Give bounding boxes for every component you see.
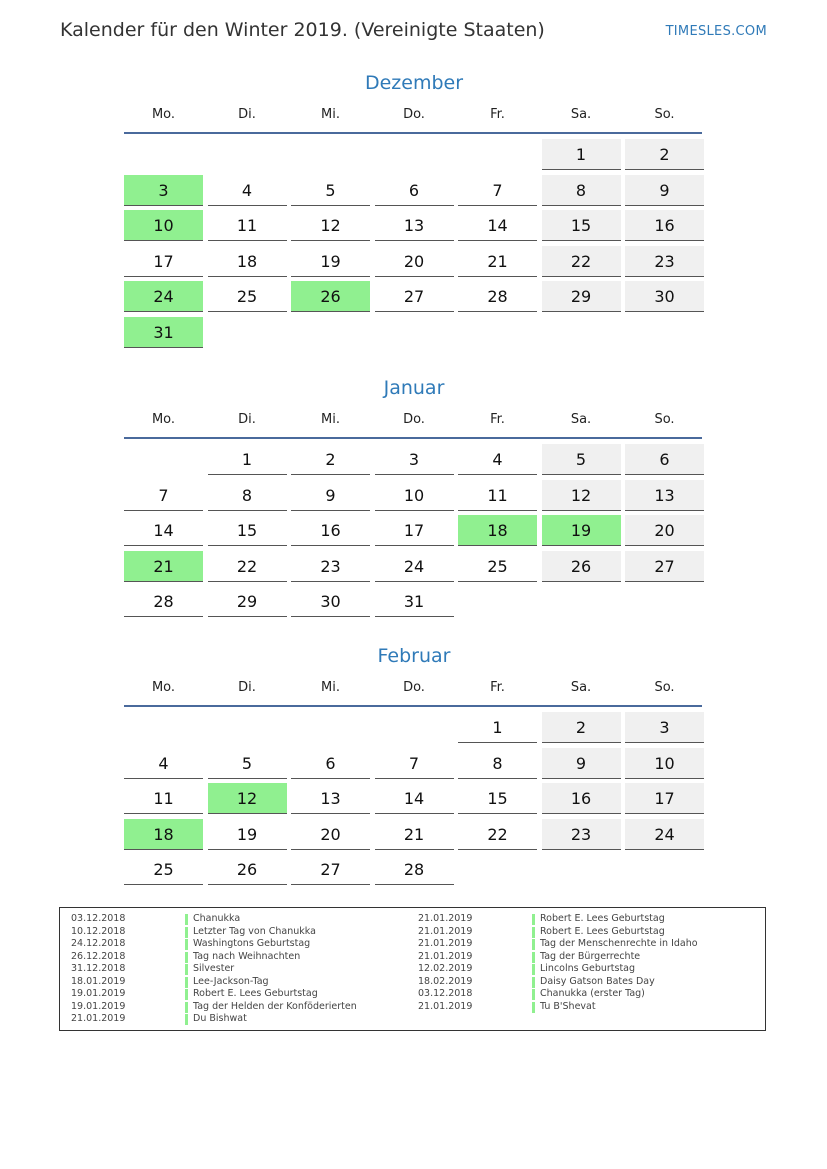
legend-color-marker [532,952,535,963]
legend-holiday-name: Robert E. Lees Geburtstag [540,913,665,924]
month-divider [124,705,702,707]
empty-cell [124,139,203,169]
day-cell: 5 [208,748,287,779]
legend-color-marker [532,1002,535,1013]
day-grid [124,712,704,890]
day-cell: 28 [375,854,454,885]
weekday-label: So. [654,680,675,695]
legend-date: 03.12.2018 [418,988,473,999]
day-cell: 12 [208,783,287,814]
legend-date: 18.01.2019 [71,975,126,987]
weekday-label: Fr. [490,412,505,427]
legend-color-marker [185,939,188,950]
day-cell: 18 [208,246,287,277]
day-cell: 19 [291,246,370,277]
legend-date: 21.01.2019 [418,1000,473,1012]
day-cell: 23 [625,246,704,277]
legend-holiday-name: Robert E. Lees Geburtstag [193,988,318,999]
weekday-header [124,411,704,429]
day-cell: 2 [291,444,370,475]
day-cell: 17 [625,783,704,814]
day-cell: 10 [625,748,704,779]
day-cell: 10 [124,210,203,241]
day-cell: 16 [291,515,370,546]
weekday-label: Sa. [570,680,592,695]
day-cell: 25 [458,551,537,582]
legend-color-marker [532,989,535,1000]
day-cell: 21 [124,551,203,582]
legend-holiday-name: Lincolns Geburtstag [540,963,636,974]
day-cell: 4 [208,175,287,206]
day-cell: 26 [542,551,621,582]
legend-color-marker [532,927,535,938]
day-cell: 16 [542,783,621,814]
legend-holiday-name: Chanukka [193,913,241,924]
day-cell: 26 [208,854,287,885]
legend-date: 19.01.2019 [71,988,126,999]
day-cell: 27 [375,281,454,312]
legend-date: 31.12.2018 [71,963,126,974]
day-cell: 18 [458,515,537,546]
day-cell: 21 [458,246,537,277]
legend-date: 26.12.2018 [71,950,126,962]
day-cell: 19 [208,819,287,850]
day-cell: 13 [625,480,704,511]
day-cell: 24 [124,281,203,312]
weekday-label: Mi. [321,412,340,427]
legend-row [418,1001,758,1014]
day-cell: 1 [208,444,287,475]
day-cell: 7 [124,480,203,511]
day-cell: 23 [542,819,621,850]
legend-holiday-name: Tag der Bürgerrechte [540,950,641,962]
day-cell: 11 [458,480,537,511]
legend-holiday-name: Tu B'Shevat [540,1000,596,1012]
day-cell: 17 [375,515,454,546]
legend-color-marker [185,1014,188,1025]
weekday-label: Mo. [151,680,176,695]
legend-date: 18.02.2019 [418,975,473,987]
legend-date: 10.12.2018 [71,925,126,937]
month-title: Dezember [364,72,464,94]
day-cell: 17 [124,246,203,277]
legend-color-marker [185,977,188,988]
weekday-label: Mo. [151,412,176,427]
legend-holiday-name: Daisy Gatson Bates Day [540,975,655,987]
legend-color-marker [532,977,535,988]
legend-color-marker [532,964,535,975]
legend-row [418,938,758,951]
month-december [124,70,704,352]
day-cell: 19 [542,515,621,546]
legend-color-marker [532,939,535,950]
weekday-label: Fr. [490,680,505,695]
legend-row [71,988,411,1001]
day-cell: 22 [458,819,537,850]
legend-holiday-name: Tag der Menschenrechte in Idaho [540,938,698,949]
day-cell: 11 [208,210,287,241]
legend-holiday-name: Du Bishwat [193,1013,247,1024]
weekday-label: Sa. [570,107,592,122]
day-cell: 22 [542,246,621,277]
legend-column-left [71,913,411,1026]
day-cell: 27 [625,551,704,582]
day-cell: 2 [542,712,621,743]
legend-row [71,1013,411,1026]
day-cell: 1 [458,712,537,743]
weekday-header [124,106,704,124]
day-cell: 28 [458,281,537,312]
day-cell: 25 [124,854,203,885]
legend-row [418,976,758,989]
legend-date: 21.01.2019 [418,950,473,962]
holiday-legend [59,907,766,1031]
day-cell: 10 [375,480,454,511]
legend-holiday-name: Tag der Helden der Konföderierten [193,1000,357,1012]
weekday-label: Di. [238,412,256,427]
legend-date: 12.02.2019 [418,963,473,974]
day-cell: 14 [124,515,203,546]
weekday-label: Di. [238,680,256,695]
legend-date: 21.01.2019 [418,925,473,937]
empty-cell [124,444,203,474]
legend-color-marker [185,914,188,925]
day-cell: 25 [208,281,287,312]
weekday-label: Mi. [321,680,340,695]
day-cell: 5 [542,444,621,475]
weekday-header [124,679,704,697]
day-cell: 23 [291,551,370,582]
month-divider [124,437,702,439]
day-cell: 21 [375,819,454,850]
day-cell: 22 [208,551,287,582]
day-grid [124,444,704,622]
legend-date: 21.01.2019 [418,938,473,949]
empty-cell [375,712,454,742]
legend-holiday-name: Silvester [193,963,235,974]
weekday-label: Do. [403,107,425,122]
legend-color-marker [185,1002,188,1013]
weekday-label: Sa. [570,412,592,427]
day-cell: 13 [375,210,454,241]
day-cell: 8 [208,480,287,511]
day-cell: 29 [542,281,621,312]
legend-holiday-name: Washingtons Geburtstag [193,938,311,949]
weekday-label: Mo. [151,107,176,122]
day-cell: 13 [291,783,370,814]
legend-date: 03.12.2018 [71,913,126,924]
site-link[interactable]: TIMESLES.COM [665,24,767,39]
day-cell: 28 [124,586,203,617]
weekday-label: Mi. [321,107,340,122]
day-cell: 16 [625,210,704,241]
weekday-label: So. [654,412,675,427]
legend-row [418,913,758,926]
empty-cell [458,139,537,169]
month-title: Februar [377,645,451,667]
legend-color-marker [185,964,188,975]
day-cell: 26 [291,281,370,312]
legend-color-marker [185,989,188,1000]
legend-column-right [418,913,758,1013]
day-cell: 6 [291,748,370,779]
day-cell: 15 [208,515,287,546]
legend-color-marker [532,914,535,925]
legend-date: 24.12.2018 [71,938,126,949]
day-cell: 4 [458,444,537,475]
day-cell: 14 [458,210,537,241]
day-cell: 18 [124,819,203,850]
day-cell: 29 [208,586,287,617]
day-cell: 24 [625,819,704,850]
empty-cell [208,712,287,742]
day-cell: 20 [291,819,370,850]
day-cell: 11 [124,783,203,814]
day-cell: 30 [291,586,370,617]
day-cell: 8 [458,748,537,779]
legend-color-marker [185,952,188,963]
day-cell: 12 [291,210,370,241]
day-cell: 2 [625,139,704,170]
day-cell: 4 [124,748,203,779]
day-cell: 15 [542,210,621,241]
legend-holiday-name: Lee-Jackson-Tag [193,975,269,987]
day-grid [124,139,704,352]
legend-date: 21.01.2019 [418,913,473,924]
day-cell: 24 [375,551,454,582]
day-cell: 15 [458,783,537,814]
day-cell: 7 [458,175,537,206]
day-cell: 27 [291,854,370,885]
day-cell: 14 [375,783,454,814]
legend-row [71,951,411,964]
legend-holiday-name: Robert E. Lees Geburtstag [540,925,665,937]
legend-row [418,951,758,964]
empty-cell [375,139,454,169]
empty-cell [291,139,370,169]
empty-cell [291,712,370,742]
legend-row [71,926,411,939]
weekday-label: So. [654,107,675,122]
day-cell: 6 [375,175,454,206]
day-cell: 3 [625,712,704,743]
weekday-label: Di. [238,107,256,122]
legend-row [418,963,758,976]
day-cell: 8 [542,175,621,206]
weekday-label: Do. [403,680,425,695]
legend-date: 21.01.2019 [71,1013,126,1024]
day-cell: 3 [124,175,203,206]
legend-row [71,963,411,976]
legend-row [71,938,411,951]
legend-row [71,913,411,926]
weekday-label: Do. [403,412,425,427]
month-january [124,375,704,622]
legend-holiday-name: Chanukka (erster Tag) [540,988,645,999]
day-cell: 31 [375,586,454,617]
day-cell: 7 [375,748,454,779]
legend-row [71,1001,411,1014]
day-cell: 20 [625,515,704,546]
day-cell: 31 [124,317,203,348]
weekday-label: Fr. [490,107,505,122]
legend-row [418,926,758,939]
empty-cell [124,712,203,742]
day-cell: 9 [542,748,621,779]
month-divider [124,132,702,134]
empty-cell [208,139,287,169]
day-cell: 5 [291,175,370,206]
day-cell: 30 [625,281,704,312]
month-title: Januar [383,377,445,399]
page-title: Kalender für den Winter 2019. (Vereinigte Staaten) [60,19,545,41]
month-february [124,643,704,890]
day-cell: 1 [542,139,621,170]
day-cell: 9 [291,480,370,511]
day-cell: 20 [375,246,454,277]
day-cell: 12 [542,480,621,511]
legend-date: 19.01.2019 [71,1000,126,1012]
legend-holiday-name: Letzter Tag von Chanukka [193,925,316,937]
legend-holiday-name: Tag nach Weihnachten [193,950,301,962]
day-cell: 3 [375,444,454,475]
legend-row [418,988,758,1001]
day-cell: 6 [625,444,704,475]
legend-color-marker [185,927,188,938]
day-cell: 9 [625,175,704,206]
legend-row [71,976,411,989]
